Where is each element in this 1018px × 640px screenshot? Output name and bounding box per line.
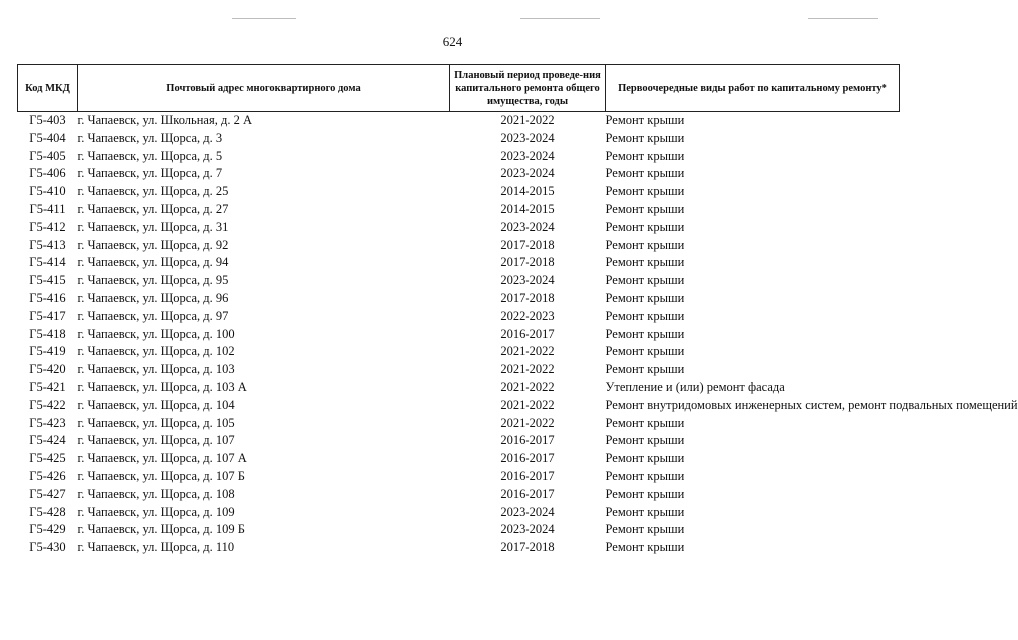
- cell-code: Г5-418: [29, 326, 66, 341]
- cell-code: Г5-413: [29, 237, 66, 252]
- table-row: [18, 201, 900, 219]
- capital-repair-table: [17, 64, 1018, 557]
- table-row: [18, 539, 900, 557]
- table-row: [18, 397, 900, 415]
- cell-works: Утепление и (или) ремонт фасада: [605, 379, 785, 394]
- cell-address: г. Чапаевск, ул. Щорса, д. 95: [77, 273, 229, 288]
- table-row: [18, 165, 900, 183]
- cell-works: Ремонт крыши: [605, 130, 685, 145]
- cell-address: г. Чапаевск, ул. Щорса, д. 7: [77, 166, 223, 181]
- table-row: [18, 326, 900, 344]
- cell-works: Ремонт крыши: [605, 255, 685, 270]
- cell-works: Ремонт крыши: [605, 486, 685, 501]
- header-works: Первоочередные виды работ по капитальному ремонту*: [606, 65, 900, 112]
- cell-period: 2023-2024: [500, 130, 555, 145]
- cell-code: Г5-429: [29, 522, 66, 537]
- table-row: [18, 237, 900, 255]
- table-header-row: [18, 65, 900, 112]
- cell-code: Г5-412: [29, 219, 66, 234]
- cell-period: 2016-2017: [500, 468, 555, 483]
- cell-period: 2021-2022: [500, 379, 555, 394]
- cell-address: г. Чапаевск, ул. Щорса, д. 104: [77, 397, 235, 412]
- table-body: [18, 112, 1018, 557]
- cell-code: Г5-426: [29, 468, 66, 483]
- cell-address: г. Чапаевск, ул. Щорса, д. 102: [77, 344, 235, 359]
- document-sheet: [17, 64, 1018, 557]
- cell-period: 2016-2017: [500, 326, 555, 341]
- cell-code: Г5-424: [29, 433, 66, 448]
- cell-works: Ремонт крыши: [605, 166, 685, 181]
- cell-works: Ремонт крыши: [605, 201, 685, 216]
- cell-period: 2023-2024: [500, 273, 555, 288]
- cell-works: Ремонт крыши: [605, 540, 685, 555]
- cell-code: Г5-419: [29, 344, 66, 359]
- header-rule-center: [520, 18, 600, 19]
- cell-address: г. Чапаевск, ул. Щорса, д. 31: [77, 219, 229, 234]
- cell-code: Г5-423: [29, 415, 66, 430]
- cell-period: 2023-2024: [500, 522, 555, 537]
- table-row: [18, 148, 900, 166]
- cell-address: г. Чапаевск, ул. Щорса, д. 97: [77, 308, 229, 323]
- cell-period: 2021-2022: [500, 344, 555, 359]
- cell-code: Г5-430: [29, 540, 66, 555]
- table-row: [18, 308, 900, 326]
- cell-address: г. Чапаевск, ул. Щорса, д. 109 Б: [77, 522, 245, 537]
- cell-code: Г5-404: [29, 130, 66, 145]
- cell-period: 2023-2024: [500, 504, 555, 519]
- cell-works: Ремонт крыши: [605, 290, 685, 305]
- header-rule-left: [232, 18, 296, 19]
- table-row: [18, 468, 900, 486]
- page-number: 624: [442, 34, 463, 49]
- table-row: [18, 504, 900, 522]
- header-code: Код МКД: [18, 65, 78, 112]
- cell-period: 2023-2024: [500, 166, 555, 181]
- cell-address: г. Чапаевск, ул. Щорса, д. 105: [77, 415, 235, 430]
- cell-code: Г5-414: [29, 255, 66, 270]
- cell-address: г. Чапаевск, ул. Щорса, д. 92: [77, 237, 229, 252]
- cell-code: Г5-422: [29, 397, 66, 412]
- table-row: [18, 272, 900, 290]
- table-row: [18, 219, 900, 237]
- cell-period: 2014-2015: [500, 184, 555, 199]
- cell-code: Г5-425: [29, 451, 66, 466]
- cell-code: Г5-411: [29, 201, 66, 216]
- table-row: [18, 415, 900, 433]
- cell-period: 2021-2022: [500, 362, 555, 377]
- cell-address: г. Чапаевск, ул. Щорса, д. 96: [77, 290, 229, 305]
- cell-code: Г5-421: [29, 379, 66, 394]
- header-period: Плановый период проведе-ния капитального ремонта общего имущества, годы: [450, 65, 606, 112]
- cell-period: 2023-2024: [500, 148, 555, 163]
- cell-period: 2017-2018: [500, 290, 555, 305]
- cell-period: 2021-2022: [500, 113, 555, 127]
- cell-works: Ремонт крыши: [605, 344, 685, 359]
- cell-works: Ремонт крыши: [605, 451, 685, 466]
- cell-period: 2017-2018: [500, 540, 555, 555]
- cell-period: 2017-2018: [500, 255, 555, 270]
- cell-code: Г5-417: [29, 308, 66, 323]
- table-row: [18, 183, 900, 201]
- cell-works: Ремонт крыши: [605, 308, 685, 323]
- cell-address: г. Чапаевск, ул. Щорса, д. 107 Б: [77, 468, 245, 483]
- table-row: [18, 254, 900, 272]
- cell-address: г. Чапаевск, ул. Щорса, д. 109: [77, 504, 235, 519]
- cell-address: г. Чапаевск, ул. Щорса, д. 27: [77, 201, 229, 216]
- cell-works: Ремонт крыши: [605, 468, 685, 483]
- cell-period: 2016-2017: [500, 433, 555, 448]
- cell-code: Г5-403: [29, 113, 66, 127]
- table-row: [18, 432, 900, 450]
- cell-works: Ремонт внутридомовых инженерных систем, ремонт подвальных помещений: [605, 397, 1018, 412]
- cell-address: г. Чапаевск, ул. Щорса, д. 3: [77, 130, 223, 145]
- table-row: [18, 112, 900, 130]
- header-rule-right: [808, 18, 878, 19]
- cell-address: г. Чапаевск, ул. Щорса, д. 25: [77, 184, 229, 199]
- cell-address: г. Чапаевск, ул. Щорса, д. 108: [77, 486, 235, 501]
- table-row: [18, 343, 900, 361]
- cell-works: Ремонт крыши: [605, 113, 685, 127]
- cell-period: 2021-2022: [500, 415, 555, 430]
- cell-works: Ремонт крыши: [605, 237, 685, 252]
- cell-code: Г5-415: [29, 273, 66, 288]
- header-address: Почтовый адрес многоквартирного дома: [78, 65, 450, 112]
- cell-works: Ремонт крыши: [605, 184, 685, 199]
- cell-address: г. Чапаевск, ул. Щорса, д. 110: [77, 540, 235, 555]
- table-row: [18, 486, 900, 504]
- cell-works: Ремонт крыши: [605, 433, 685, 448]
- cell-code: Г5-405: [29, 148, 66, 163]
- cell-address: г. Чапаевск, ул. Щорса, д. 103 А: [77, 379, 247, 394]
- cell-address: г. Чапаевск, ул. Щорса, д. 5: [77, 148, 223, 163]
- table-row: [18, 450, 900, 468]
- cell-code: Г5-406: [29, 166, 66, 181]
- cell-works: Ремонт крыши: [605, 273, 685, 288]
- cell-works: Ремонт крыши: [605, 362, 685, 377]
- cell-address: г. Чапаевск, ул. Щорса, д. 103: [77, 362, 235, 377]
- cell-period: 2023-2024: [500, 219, 555, 234]
- cell-period: 2016-2017: [500, 451, 555, 466]
- cell-works: Ремонт крыши: [605, 219, 685, 234]
- cell-address: г. Чапаевск, ул. Щорса, д. 107: [77, 433, 235, 448]
- cell-code: Г5-416: [29, 290, 66, 305]
- cell-code: Г5-420: [29, 362, 66, 377]
- table-row: [18, 130, 900, 148]
- cell-code: Г5-428: [29, 504, 66, 519]
- cell-address: г. Чапаевск, ул. Щорса, д. 100: [77, 326, 235, 341]
- cell-period: 2014-2015: [500, 201, 555, 216]
- table-row: [18, 521, 900, 539]
- cell-period: 2022-2023: [500, 308, 555, 323]
- cell-works: Ремонт крыши: [605, 522, 685, 537]
- cell-works: Ремонт крыши: [605, 148, 685, 163]
- table-row: [18, 361, 900, 379]
- cell-address: г. Чапаевск, ул. Щорса, д. 94: [77, 255, 229, 270]
- cell-code: Г5-427: [29, 486, 66, 501]
- cell-works: Ремонт крыши: [605, 504, 685, 519]
- table-row: [18, 290, 900, 308]
- cell-period: 2016-2017: [500, 486, 555, 501]
- table-row: [18, 379, 900, 397]
- cell-address: г. Чапаевск, ул. Школьная, д. 2 А: [77, 113, 252, 127]
- cell-address: г. Чапаевск, ул. Щорса, д. 107 А: [77, 451, 247, 466]
- cell-period: 2017-2018: [500, 237, 555, 252]
- cell-period: 2021-2022: [500, 397, 555, 412]
- cell-works: Ремонт крыши: [605, 415, 685, 430]
- cell-code: Г5-410: [29, 184, 66, 199]
- cell-works: Ремонт крыши: [605, 326, 685, 341]
